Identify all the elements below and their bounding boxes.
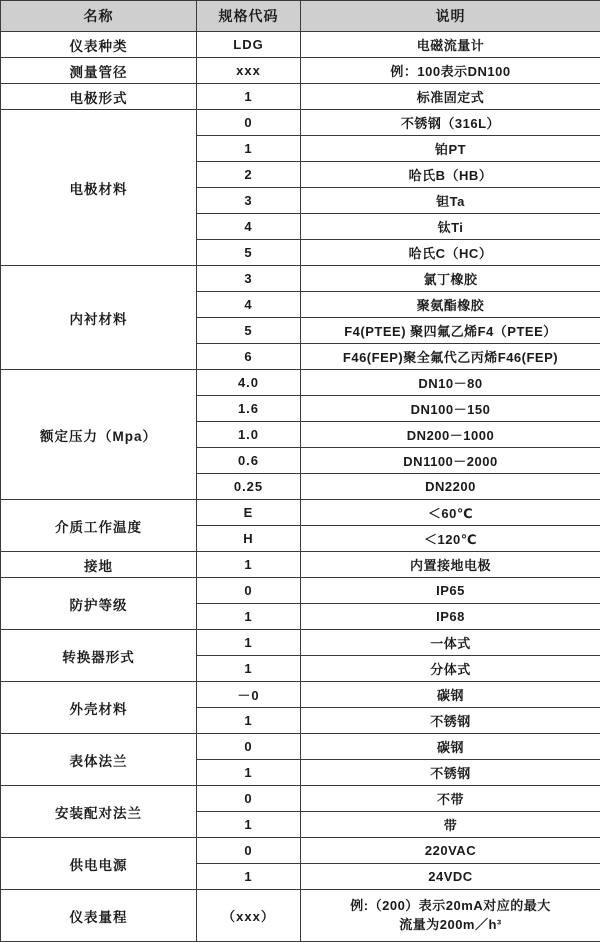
row-name-cell: 供电电源 [1, 838, 197, 890]
row-name-cell: 内衬材料 [1, 266, 197, 370]
description-line: DN100－150 [301, 399, 600, 418]
row-description-cell [301, 474, 600, 500]
table-header-row [1, 1, 600, 32]
description-line: 不锈钢（316L） [301, 113, 600, 132]
table-row [1, 552, 600, 578]
description-line: 电磁流量计 [301, 35, 600, 54]
row-description-cell [301, 84, 600, 110]
row-description-cell [301, 838, 600, 864]
description-line: IP65 [301, 583, 600, 598]
description-line: 聚氨酯橡胶 [301, 295, 600, 314]
row-description-cell [301, 552, 600, 578]
description-line: DN1100－2000 [301, 451, 600, 470]
table-row [1, 578, 600, 604]
row-description-cell [301, 786, 600, 812]
table-row [1, 630, 600, 656]
row-description-cell [301, 812, 600, 838]
row-description-cell [301, 292, 600, 318]
description-line: 一体式 [301, 633, 600, 652]
description-line: 哈氏C（HC） [301, 243, 600, 262]
description-line: 氯丁橡胶 [301, 269, 600, 288]
row-description-cell [301, 630, 600, 656]
table-row [1, 110, 600, 136]
row-code-cell: 4 [197, 214, 301, 240]
description-line: 标准固定式 [301, 87, 600, 106]
row-code-cell: （xxx） [197, 890, 301, 942]
table-row [1, 32, 600, 58]
description-line: F4(PTEE) 聚四氟乙烯F4（PTEE） [301, 321, 600, 340]
row-description-cell [301, 422, 600, 448]
table-row [1, 682, 600, 708]
row-code-cell: E [197, 500, 301, 526]
table-body [1, 32, 600, 942]
row-code-cell: LDG [197, 32, 301, 58]
row-name-cell: 表体法兰 [1, 734, 197, 786]
row-code-cell: 0 [197, 578, 301, 604]
row-description-cell [301, 760, 600, 786]
row-code-cell: 1 [197, 604, 301, 630]
row-description-cell [301, 110, 600, 136]
row-description-cell [301, 240, 600, 266]
description-line: 碳钢 [301, 737, 600, 756]
description-line: 哈氏B（HB） [301, 165, 600, 184]
description-line: 例：100表示DN100 [301, 61, 600, 80]
description-line: DN200－1000 [301, 425, 600, 444]
row-code-cell: 0 [197, 838, 301, 864]
row-code-cell: 1.0 [197, 422, 301, 448]
row-name-cell: 电极形式 [1, 84, 197, 110]
row-code-cell: 0 [197, 734, 301, 760]
row-code-cell: 0.25 [197, 474, 301, 500]
row-description-cell [301, 136, 600, 162]
row-name-cell: 外壳材料 [1, 682, 197, 734]
row-code-cell: 0 [197, 786, 301, 812]
row-description-cell [301, 734, 600, 760]
row-code-cell: 5 [197, 240, 301, 266]
row-code-cell: xxx [197, 58, 301, 84]
row-name-cell: 安装配对法兰 [1, 786, 197, 838]
row-description-cell [301, 890, 600, 942]
row-code-cell: 6 [197, 344, 301, 370]
description-line: 不带 [301, 789, 600, 808]
row-code-cell: 1 [197, 630, 301, 656]
row-code-cell: 4.0 [197, 370, 301, 396]
row-description-cell [301, 578, 600, 604]
row-code-cell: 0.6 [197, 448, 301, 474]
row-description-cell [301, 58, 600, 84]
row-code-cell: 1 [197, 864, 301, 890]
row-description-cell [301, 214, 600, 240]
table-row [1, 838, 600, 864]
description-line: 内置接地电极 [301, 555, 600, 574]
row-name-cell: 转换器形式 [1, 630, 197, 682]
description-line: 钽Ta [301, 191, 600, 210]
row-description-cell [301, 266, 600, 292]
row-description-cell [301, 604, 600, 630]
column-header-description: 说明 [301, 1, 600, 32]
row-name-cell: 仪表种类 [1, 32, 197, 58]
row-name-cell: 仪表量程 [1, 890, 197, 942]
row-name-cell: 电极材料 [1, 110, 197, 266]
description-line: F46(FEP)聚全氟代乙丙烯F46(FEP) [301, 347, 600, 366]
table-row [1, 266, 600, 292]
row-code-cell: 1.6 [197, 396, 301, 422]
table-row [1, 58, 600, 84]
description-line: ＜60℃ [301, 503, 600, 522]
row-code-cell: 1 [197, 552, 301, 578]
row-description-cell [301, 318, 600, 344]
description-line: 220VAC [301, 843, 600, 858]
description-line: DN10－80 [301, 373, 600, 392]
row-code-cell: 1 [197, 136, 301, 162]
row-name-cell: 介质工作温度 [1, 500, 197, 552]
table-row [1, 370, 600, 396]
column-header-name: 名称 [1, 1, 197, 32]
row-description-cell [301, 370, 600, 396]
table-row [1, 786, 600, 812]
row-code-cell: 5 [197, 318, 301, 344]
row-description-cell [301, 682, 600, 708]
row-description-cell [301, 864, 600, 890]
row-description-cell [301, 188, 600, 214]
description-line: 不锈钢 [301, 711, 600, 730]
row-name-cell: 测量管径 [1, 58, 197, 84]
description-line: 碳钢 [301, 685, 600, 704]
row-code-cell: 1 [197, 812, 301, 838]
description-line: 带 [301, 815, 600, 834]
row-code-cell: 1 [197, 84, 301, 110]
description-line: 不锈钢 [301, 763, 600, 782]
description-line: 钛Ti [301, 217, 600, 236]
row-description-cell [301, 656, 600, 682]
description-line: ＜120℃ [301, 529, 600, 548]
row-code-cell: 0 [197, 110, 301, 136]
row-description-cell [301, 162, 600, 188]
row-code-cell: 3 [197, 188, 301, 214]
table-row [1, 890, 600, 942]
description-line: 例:（200）表示20mA对应的最大 [307, 897, 594, 916]
table-row [1, 500, 600, 526]
row-name-cell: 接地 [1, 552, 197, 578]
row-code-cell: 1 [197, 656, 301, 682]
row-code-cell: 4 [197, 292, 301, 318]
table-row [1, 734, 600, 760]
row-code-cell: 2 [197, 162, 301, 188]
row-code-cell: －0 [197, 682, 301, 708]
row-description-cell [301, 500, 600, 526]
row-description-cell [301, 344, 600, 370]
row-name-cell: 防护等级 [1, 578, 197, 630]
description-line: 分体式 [301, 659, 600, 678]
row-name-cell: 额定压力（Mpa） [1, 370, 197, 500]
description-line: 铂PT [301, 139, 600, 158]
table-row [1, 84, 600, 110]
row-description-cell [301, 32, 600, 58]
row-description-cell [301, 448, 600, 474]
row-description-cell [301, 526, 600, 552]
row-code-cell: H [197, 526, 301, 552]
column-header-code: 规格代码 [197, 1, 301, 32]
description-line: DN2200 [301, 479, 600, 494]
row-code-cell: 3 [197, 266, 301, 292]
row-description-cell [301, 708, 600, 734]
row-code-cell: 1 [197, 760, 301, 786]
table-header [1, 1, 600, 32]
description-line: IP68 [301, 609, 600, 624]
row-code-cell: 1 [197, 708, 301, 734]
description-line: 流量为200m／h³ [307, 916, 594, 935]
description-line: 24VDC [301, 869, 600, 884]
row-description-cell [301, 396, 600, 422]
